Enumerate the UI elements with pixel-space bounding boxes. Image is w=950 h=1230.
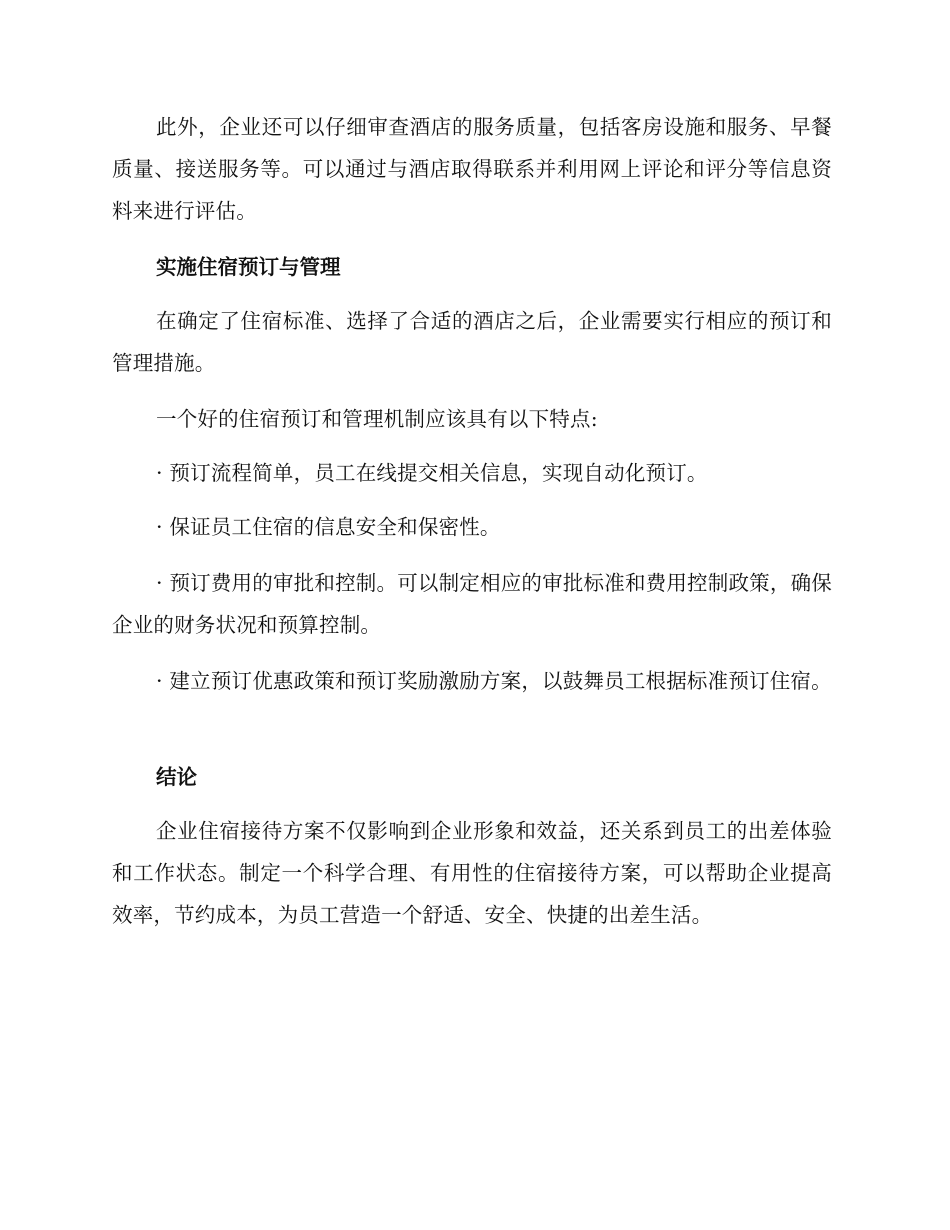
bullet-item-cost-approval: · 预订费用的审批和控制。可以制定相应的审批标准和费用控制政策，确保企业的财务状况和预算控制。 <box>112 571 832 637</box>
bullet-item-simple-process: · 预订流程简单，员工在线提交相关信息，实现自动化预订。 <box>156 461 708 485</box>
paragraph-booking-intro: 在确定了住宿标准、选择了合适的酒店之后，企业需要实行相应的预订和管理措施。 <box>112 309 832 375</box>
paragraph-conclusion: 企业住宿接待方案不仅影响到企业形象和效益，还关系到员工的出差体验和工作状态。制定一个科学合理、有用性的住宿接待方案，可以帮助企业提高效率，节约成本，为员工营造一个舒适、安全、快捷的出差生活。 <box>112 819 832 927</box>
paragraph-booking-features: 一个好的住宿预订和管理机制应该具有以下特点: <box>156 407 598 431</box>
bullet-item-incentives: · 建立预订优惠政策和预订奖励激励方案，以鼓舞员工根据标准预订住宿。 <box>156 669 832 693</box>
section-heading-conclusion: 结论 <box>156 765 197 789</box>
bullet-item-info-security: · 保证员工住宿的信息安全和保密性。 <box>156 515 501 539</box>
section-heading-booking: 实施住宿预订与管理 <box>156 255 341 279</box>
paragraph-service-quality: 此外，企业还可以仔细审查酒店的服务质量，包括客房设施和服务、早餐质量、接送服务等。可以通过与酒店取得联系并利用网上评论和评分等信息资料来进行评估。 <box>112 115 832 223</box>
